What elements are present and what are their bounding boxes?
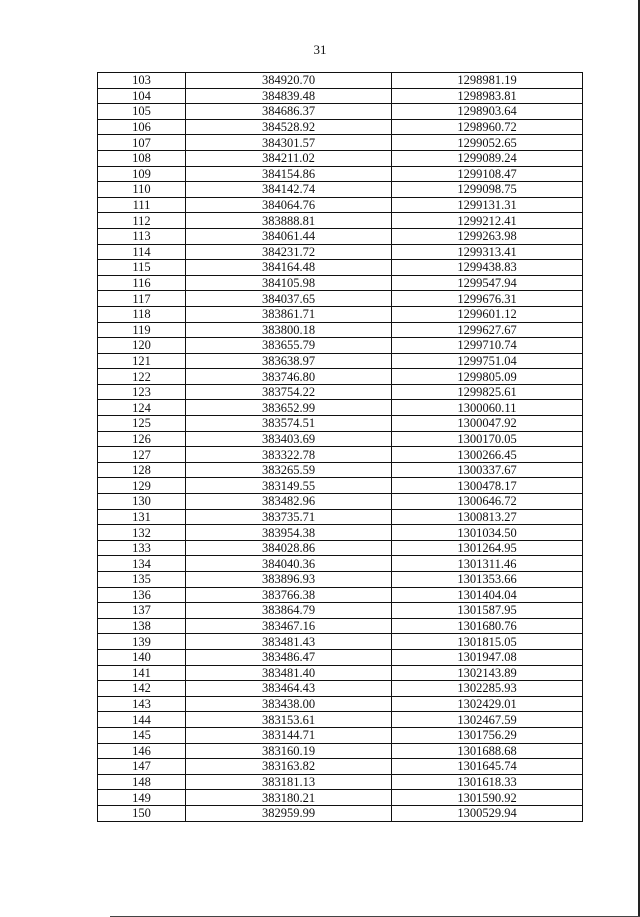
y-coordinate-cell: 1301947.08 xyxy=(392,649,583,665)
table-row xyxy=(98,696,583,712)
point-number-cell: 126 xyxy=(98,431,186,447)
table-row xyxy=(98,275,583,291)
table-row xyxy=(98,618,583,634)
y-coordinate-cell: 1299805.09 xyxy=(392,369,583,385)
x-coordinate-cell: 383652.99 xyxy=(186,400,392,416)
x-coordinate-cell: 383574.51 xyxy=(186,416,392,432)
y-coordinate-cell: 1300337.67 xyxy=(392,462,583,478)
x-coordinate-cell: 383735.71 xyxy=(186,509,392,525)
y-coordinate-cell: 1300170.05 xyxy=(392,431,583,447)
x-coordinate-cell: 384211.02 xyxy=(186,150,392,166)
point-number-cell: 131 xyxy=(98,509,186,525)
y-coordinate-cell: 1301264.95 xyxy=(392,540,583,556)
x-coordinate-cell: 383888.81 xyxy=(186,213,392,229)
table-row xyxy=(98,384,583,400)
table-row xyxy=(98,166,583,182)
y-coordinate-cell: 1301756.29 xyxy=(392,727,583,743)
y-coordinate-cell: 1301587.95 xyxy=(392,603,583,619)
x-coordinate-cell: 384064.76 xyxy=(186,197,392,213)
y-coordinate-cell: 1301404.04 xyxy=(392,587,583,603)
table-row xyxy=(98,805,583,821)
table-row xyxy=(98,353,583,369)
point-number-cell: 144 xyxy=(98,712,186,728)
point-number-cell: 149 xyxy=(98,790,186,806)
y-coordinate-cell: 1300529.94 xyxy=(392,805,583,821)
point-number-cell: 110 xyxy=(98,182,186,198)
table-row xyxy=(98,213,583,229)
point-number-cell: 141 xyxy=(98,665,186,681)
y-coordinate-cell: 1301353.66 xyxy=(392,572,583,588)
x-coordinate-cell: 383163.82 xyxy=(186,759,392,775)
table-row xyxy=(98,556,583,572)
y-coordinate-cell: 1299263.98 xyxy=(392,228,583,244)
x-coordinate-cell: 383800.18 xyxy=(186,322,392,338)
point-number-cell: 113 xyxy=(98,228,186,244)
table-row xyxy=(98,73,583,89)
table-row xyxy=(98,135,583,151)
point-number-cell: 114 xyxy=(98,244,186,260)
table-row xyxy=(98,634,583,650)
y-coordinate-cell: 1299601.12 xyxy=(392,306,583,322)
table-row xyxy=(98,587,583,603)
y-coordinate-cell: 1299098.75 xyxy=(392,182,583,198)
table-row xyxy=(98,509,583,525)
table-row xyxy=(98,88,583,104)
y-coordinate-cell: 1299627.67 xyxy=(392,322,583,338)
x-coordinate-cell: 383861.71 xyxy=(186,306,392,322)
point-number-cell: 139 xyxy=(98,634,186,650)
table-row xyxy=(98,416,583,432)
x-coordinate-cell: 383486.47 xyxy=(186,649,392,665)
y-coordinate-cell: 1301680.76 xyxy=(392,618,583,634)
x-coordinate-cell: 383482.96 xyxy=(186,494,392,510)
point-number-cell: 111 xyxy=(98,197,186,213)
x-coordinate-cell: 383144.71 xyxy=(186,727,392,743)
x-coordinate-cell: 383864.79 xyxy=(186,603,392,619)
table-row xyxy=(98,244,583,260)
y-coordinate-cell: 1301311.46 xyxy=(392,556,583,572)
point-number-cell: 145 xyxy=(98,727,186,743)
point-number-cell: 119 xyxy=(98,322,186,338)
x-coordinate-cell: 384301.57 xyxy=(186,135,392,151)
x-coordinate-cell: 383181.13 xyxy=(186,774,392,790)
point-number-cell: 104 xyxy=(98,88,186,104)
point-number-cell: 120 xyxy=(98,338,186,354)
point-number-cell: 122 xyxy=(98,369,186,385)
y-coordinate-cell: 1301645.74 xyxy=(392,759,583,775)
y-coordinate-cell: 1299313.41 xyxy=(392,244,583,260)
x-coordinate-cell: 383746.80 xyxy=(186,369,392,385)
x-coordinate-cell: 384839.48 xyxy=(186,88,392,104)
y-coordinate-cell: 1301590.92 xyxy=(392,790,583,806)
x-coordinate-cell: 384028.86 xyxy=(186,540,392,556)
y-coordinate-cell: 1298981.19 xyxy=(392,73,583,89)
x-coordinate-cell: 383265.59 xyxy=(186,462,392,478)
y-coordinate-cell: 1299676.31 xyxy=(392,291,583,307)
x-coordinate-cell: 383403.69 xyxy=(186,431,392,447)
x-coordinate-cell: 383896.93 xyxy=(186,572,392,588)
point-number-cell: 138 xyxy=(98,618,186,634)
x-coordinate-cell: 384164.48 xyxy=(186,260,392,276)
table-row xyxy=(98,494,583,510)
y-coordinate-cell: 1299089.24 xyxy=(392,150,583,166)
point-number-cell: 112 xyxy=(98,213,186,229)
point-number-cell: 135 xyxy=(98,572,186,588)
y-coordinate-cell: 1301815.05 xyxy=(392,634,583,650)
x-coordinate-cell: 383655.79 xyxy=(186,338,392,354)
x-coordinate-cell: 383954.38 xyxy=(186,525,392,541)
table-row xyxy=(98,197,583,213)
point-number-cell: 127 xyxy=(98,447,186,463)
point-number-cell: 103 xyxy=(98,73,186,89)
point-number-cell: 143 xyxy=(98,696,186,712)
point-number-cell: 148 xyxy=(98,774,186,790)
x-coordinate-cell: 384061.44 xyxy=(186,228,392,244)
y-coordinate-cell: 1299052.65 xyxy=(392,135,583,151)
y-coordinate-cell: 1299438.83 xyxy=(392,260,583,276)
table-row xyxy=(98,369,583,385)
table-row xyxy=(98,338,583,354)
table-row xyxy=(98,712,583,728)
x-coordinate-cell: 383481.43 xyxy=(186,634,392,650)
coordinates-table-body xyxy=(98,73,583,822)
point-number-cell: 140 xyxy=(98,649,186,665)
table-row xyxy=(98,572,583,588)
x-coordinate-cell: 383481.40 xyxy=(186,665,392,681)
point-number-cell: 133 xyxy=(98,540,186,556)
y-coordinate-cell: 1301618.33 xyxy=(392,774,583,790)
table-row xyxy=(98,665,583,681)
y-coordinate-cell: 1298983.81 xyxy=(392,88,583,104)
table-row xyxy=(98,322,583,338)
y-coordinate-cell: 1300060.11 xyxy=(392,400,583,416)
y-coordinate-cell: 1298960.72 xyxy=(392,119,583,135)
y-coordinate-cell: 1302429.01 xyxy=(392,696,583,712)
point-number-cell: 150 xyxy=(98,805,186,821)
point-number-cell: 137 xyxy=(98,603,186,619)
point-number-cell: 129 xyxy=(98,478,186,494)
y-coordinate-cell: 1299710.74 xyxy=(392,338,583,354)
x-coordinate-cell: 383160.19 xyxy=(186,743,392,759)
x-coordinate-cell: 384105.98 xyxy=(186,275,392,291)
x-coordinate-cell: 383766.38 xyxy=(186,587,392,603)
y-coordinate-cell: 1302467.59 xyxy=(392,712,583,728)
table-row xyxy=(98,603,583,619)
point-number-cell: 147 xyxy=(98,759,186,775)
table-row xyxy=(98,400,583,416)
point-number-cell: 115 xyxy=(98,260,186,276)
y-coordinate-cell: 1299751.04 xyxy=(392,353,583,369)
x-coordinate-cell: 383638.97 xyxy=(186,353,392,369)
point-number-cell: 105 xyxy=(98,104,186,120)
table-row xyxy=(98,727,583,743)
table-row xyxy=(98,743,583,759)
table-row xyxy=(98,478,583,494)
point-number-cell: 146 xyxy=(98,743,186,759)
point-number-cell: 124 xyxy=(98,400,186,416)
point-number-cell: 123 xyxy=(98,384,186,400)
table-row xyxy=(98,228,583,244)
point-number-cell: 116 xyxy=(98,275,186,291)
point-number-cell: 142 xyxy=(98,681,186,697)
x-coordinate-cell: 384686.37 xyxy=(186,104,392,120)
y-coordinate-cell: 1299131.31 xyxy=(392,197,583,213)
table-row xyxy=(98,462,583,478)
y-coordinate-cell: 1300266.45 xyxy=(392,447,583,463)
table-row xyxy=(98,759,583,775)
table-row xyxy=(98,540,583,556)
y-coordinate-cell: 1300047.92 xyxy=(392,416,583,432)
y-coordinate-cell: 1301688.68 xyxy=(392,743,583,759)
table-row xyxy=(98,306,583,322)
y-coordinate-cell: 1299825.61 xyxy=(392,384,583,400)
x-coordinate-cell: 383754.22 xyxy=(186,384,392,400)
coordinates-table xyxy=(97,72,583,822)
x-coordinate-cell: 382959.99 xyxy=(186,805,392,821)
x-coordinate-cell: 383180.21 xyxy=(186,790,392,806)
point-number-cell: 106 xyxy=(98,119,186,135)
y-coordinate-cell: 1302143.89 xyxy=(392,665,583,681)
table-row xyxy=(98,291,583,307)
x-coordinate-cell: 383467.16 xyxy=(186,618,392,634)
table-row xyxy=(98,681,583,697)
table-row xyxy=(98,150,583,166)
x-coordinate-cell: 383464.43 xyxy=(186,681,392,697)
y-coordinate-cell: 1299212.41 xyxy=(392,213,583,229)
x-coordinate-cell: 384040.36 xyxy=(186,556,392,572)
y-coordinate-cell: 1299108.47 xyxy=(392,166,583,182)
point-number-cell: 109 xyxy=(98,166,186,182)
table-row xyxy=(98,790,583,806)
x-coordinate-cell: 384037.65 xyxy=(186,291,392,307)
y-coordinate-cell: 1301034.50 xyxy=(392,525,583,541)
point-number-cell: 128 xyxy=(98,462,186,478)
x-coordinate-cell: 384231.72 xyxy=(186,244,392,260)
point-number-cell: 136 xyxy=(98,587,186,603)
table-row xyxy=(98,260,583,276)
point-number-cell: 132 xyxy=(98,525,186,541)
point-number-cell: 117 xyxy=(98,291,186,307)
y-coordinate-cell: 1300813.27 xyxy=(392,509,583,525)
point-number-cell: 118 xyxy=(98,306,186,322)
y-coordinate-cell: 1298903.64 xyxy=(392,104,583,120)
point-number-cell: 134 xyxy=(98,556,186,572)
x-coordinate-cell: 383322.78 xyxy=(186,447,392,463)
x-coordinate-cell: 383153.61 xyxy=(186,712,392,728)
y-coordinate-cell: 1300478.17 xyxy=(392,478,583,494)
point-number-cell: 125 xyxy=(98,416,186,432)
table-row xyxy=(98,447,583,463)
y-coordinate-cell: 1302285.93 xyxy=(392,681,583,697)
table-row xyxy=(98,104,583,120)
point-number-cell: 130 xyxy=(98,494,186,510)
y-coordinate-cell: 1300646.72 xyxy=(392,494,583,510)
y-coordinate-cell: 1299547.94 xyxy=(392,275,583,291)
table-row xyxy=(98,525,583,541)
point-number-cell: 107 xyxy=(98,135,186,151)
x-coordinate-cell: 384528.92 xyxy=(186,119,392,135)
table-row xyxy=(98,649,583,665)
table-row xyxy=(98,431,583,447)
page-number: 31 xyxy=(313,42,327,57)
point-number-cell: 121 xyxy=(98,353,186,369)
table-row xyxy=(98,182,583,198)
table-row xyxy=(98,119,583,135)
x-coordinate-cell: 384920.70 xyxy=(186,73,392,89)
x-coordinate-cell: 384154.86 xyxy=(186,166,392,182)
x-coordinate-cell: 383149.55 xyxy=(186,478,392,494)
x-coordinate-cell: 383438.00 xyxy=(186,696,392,712)
x-coordinate-cell: 384142.74 xyxy=(186,182,392,198)
point-number-cell: 108 xyxy=(98,150,186,166)
table-row xyxy=(98,774,583,790)
